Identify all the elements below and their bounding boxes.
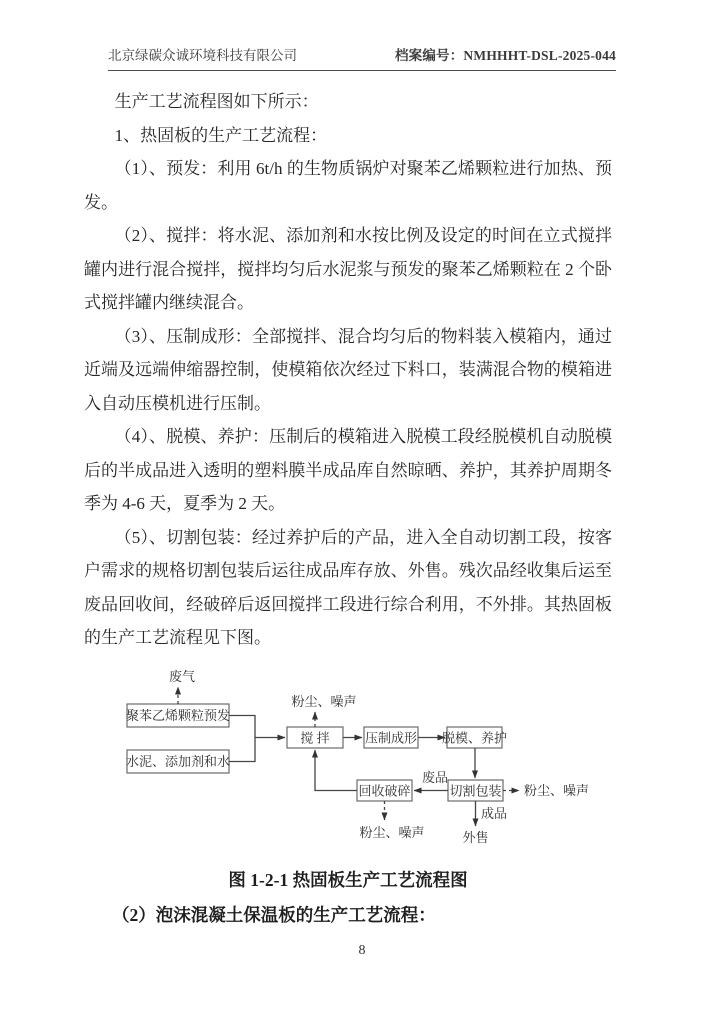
flow-label-dust-noise-bottom: 粉尘、噪声 <box>359 825 425 840</box>
flow-label-waste-gas: 废气 <box>168 669 196 684</box>
paragraph-step-4: （4）、脱模、养护：压制后的模箱进入脱模工段经脱模机自动脱模后的半成品进入透明的塑料膜半成品库自然晾晒、养护，其养护周期冬季为 4-6 天，夏季为 2 天。 <box>84 427 612 513</box>
flow-label-external-sale: 外售 <box>462 830 489 845</box>
paragraph-step-1: （1）、预发：利用 6t/h 的生物质锅炉对聚苯乙烯颗粒进行加热、预发。 <box>84 159 612 212</box>
flow-merge-connector <box>229 716 255 762</box>
archive-number: 档案编号：NMHHHT-DSL-2025-044 <box>394 48 616 63</box>
body-text <box>84 85 612 655</box>
paragraph-step-5: （5）、切割包装：经过养护后的产品，进入全自动切割工段，按客户需求的规格切割包装后运往成品库存放、外售。残次品经收集后运至废品回收间，经破碎后返回搅拌工段进行综合利用，不外排。其热固板的生产工艺流程见下图。 <box>84 527 612 647</box>
flow-box-cutting-label: 切割包装 <box>449 783 502 799</box>
page-number: 8 <box>358 943 366 958</box>
flow-label-dust-noise-top: 粉尘、噪声 <box>291 694 357 709</box>
paragraph-step-2: （2）、搅拌：将水泥、添加剂和水按比例及设定的时间在立式搅拌罐内进行混合搅拌，搅拌均匀后水泥浆与预发的聚苯乙烯颗粒在 2 个卧式搅拌罐内继续混合。 <box>84 226 612 312</box>
flow-label-dust-noise-right: 粉尘、噪声 <box>524 783 590 798</box>
paragraph-intro: 生产工艺流程图如下所示： <box>114 92 319 111</box>
process-flowchart <box>100 656 640 856</box>
flow-box-demolding-label: 脱模、养护 <box>441 730 508 746</box>
company-name: 北京绿碳众诚环境科技有限公司 <box>108 48 297 63</box>
page-header <box>108 47 616 71</box>
flow-box-pressing-label: 压制成形 <box>364 730 418 746</box>
figure-caption: 图 1-2-1 热固板生产工艺流程图 <box>228 870 468 890</box>
flow-label-scrap: 废品 <box>421 770 449 785</box>
paragraph-section-1: 1、热固板的生产工艺流程： <box>114 125 328 145</box>
flow-box-recycling-label: 回收破碎 <box>358 783 411 799</box>
paragraph-step-3: （3）、压制成形：全部搅拌、混合均匀后的物料装入模箱内，通过近端及远端伸缩器控制，使模箱依次经过下料口，装满混合物的模箱进入自动压模机进行压制。 <box>84 326 612 413</box>
next-section-heading: （2）泡沫混凝土保温板的生产工艺流程： <box>112 905 436 925</box>
flow-box-cement-water-label: 水泥、添加剂和水 <box>125 754 231 769</box>
flow-label-finished-product: 成品 <box>481 806 508 821</box>
flow-arrow-recycling-mixing <box>315 750 357 791</box>
flow-box-pre-expand-label: 聚苯乙烯颗粒预发 <box>125 708 231 723</box>
flow-box-mixing-label: 搅 拌 <box>300 730 330 746</box>
